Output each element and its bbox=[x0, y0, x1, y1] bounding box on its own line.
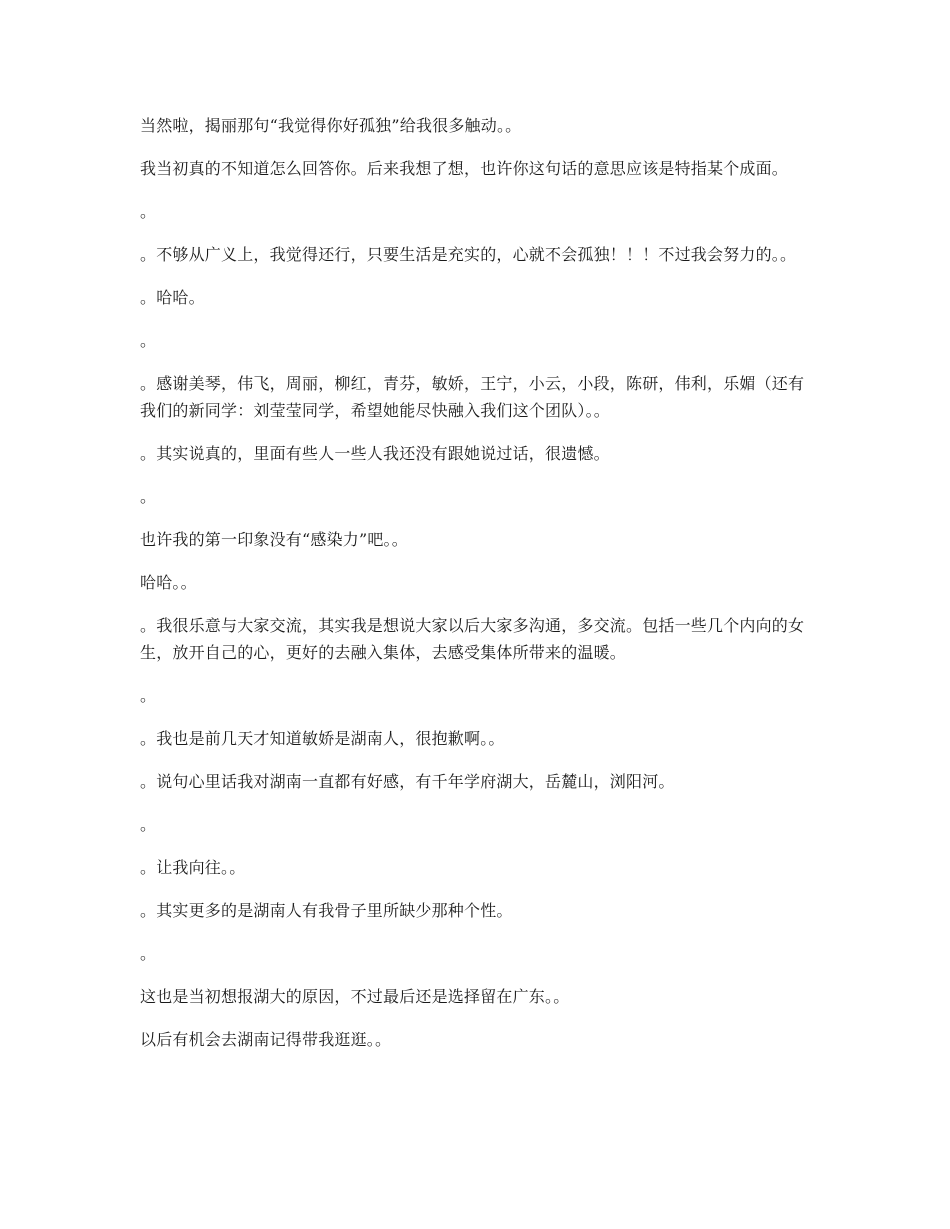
paragraph-17: 。让我向往。。 bbox=[140, 858, 246, 877]
paragraph-9: 。 bbox=[140, 487, 157, 506]
paragraph-12: 。我很乐意与大家交流，其实我是想说大家以后大家多沟通，多交流。包括一些几个内向的女生，放开自己的心，更好的去融入集体，去感受集体所带来的温暖。 bbox=[140, 616, 805, 662]
paragraph-21: 以后有机会去湖南记得带我逛逛。。 bbox=[140, 1030, 392, 1049]
paragraph-3: 。 bbox=[140, 202, 157, 221]
paragraph-8: 。其实说真的，里面有些人一些人我还没有跟她说过话，很遗憾。 bbox=[140, 444, 610, 463]
paragraph-4: 。不够从广义上，我觉得还行，只要生活是充实的，心就不会孤独！！！不过我会努力的。。 bbox=[140, 245, 797, 264]
paragraph-20: 这也是当初想报湖大的原因，不过最后还是选择留在广东。。 bbox=[140, 987, 570, 1006]
paragraph-18: 。其实更多的是湖南人有我骨子里所缺少那种个性。 bbox=[140, 901, 513, 920]
document-body bbox=[140, 112, 812, 1069]
paragraph-2: 我当初真的不知道怎么回答你。后来我想了想，也许你这句话的意思应该是特指某个成面。 bbox=[140, 159, 789, 178]
paragraph-15: 。说句心里话我对湖南一直都有好感，有千年学府湖大，岳麓山，浏阳河。 bbox=[140, 772, 675, 791]
paragraph-13: 。 bbox=[140, 686, 157, 705]
paragraph-5: 。哈哈。 bbox=[140, 288, 205, 307]
paragraph-19: 。 bbox=[140, 944, 157, 963]
paragraph-7: 。感谢美琴，伟飞，周丽，柳红，青芬，敏娇，王宁，小云，小段，陈研，伟利，乐媚（还有我们的新同学：刘莹莹同学，希望她能尽快融入我们这个团队）。。 bbox=[140, 374, 805, 420]
paragraph-11: 哈哈。。 bbox=[140, 573, 197, 592]
paragraph-10: 也许我的第一印象没有“感染力”吧。。 bbox=[140, 530, 408, 549]
paragraph-1: 当然啦，揭丽那句“我觉得你好孤独”给我很多触动。。 bbox=[140, 116, 522, 135]
paragraph-14: 。我也是前几天才知道敏娇是湖南人，很抱歉啊。。 bbox=[140, 729, 505, 748]
paragraph-6: 。 bbox=[140, 331, 157, 350]
paragraph-16: 。 bbox=[140, 815, 157, 834]
